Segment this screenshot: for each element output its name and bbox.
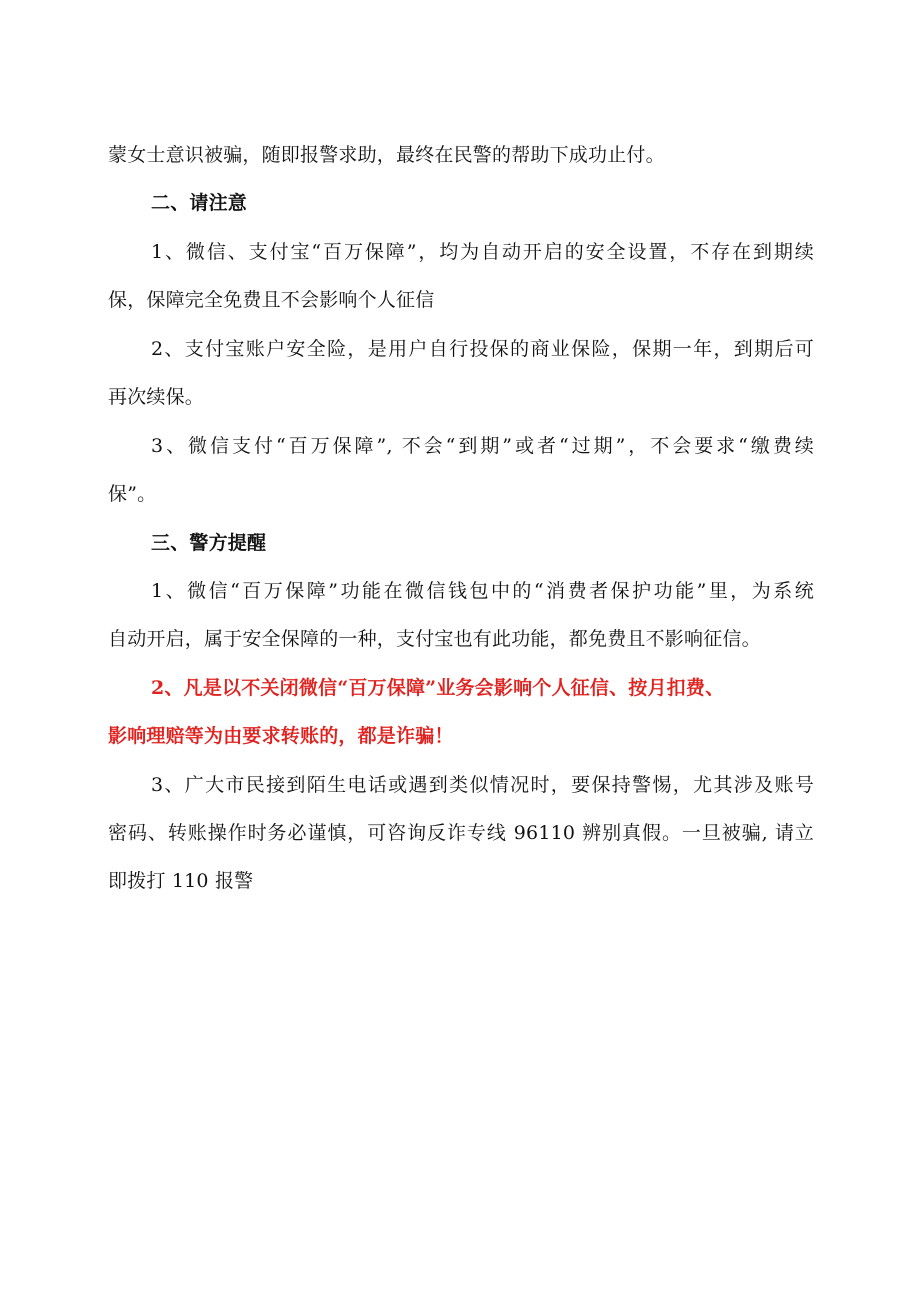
reminder-3-line-3: 即拨打 110 报警 (108, 870, 254, 892)
section-heading-police-reminder: 三、警方提醒 (151, 532, 267, 554)
reminder-3-line-1: 3、广大市民接到陌生电话或遇到类似情况时，要保持警惕，尤其涉及账号 (151, 774, 814, 796)
reminder-1-line-1: 1、微信“百万保障”功能在微信钱包中的“消费者保护功能”里，为系统 (151, 580, 814, 602)
reminder-2-warning-line-1: 2、凡是以不关闭微信“百万保障”业务会影响个人征信、按月扣费、 (151, 677, 725, 699)
note-3-line-1: 3、微信支付“百万保障”, 不会“到期”或者“过期”，不会要求“缴费续 (151, 435, 814, 457)
note-2-line-2: 再次续保。 (108, 386, 205, 408)
reminder-3-line-2: 密码、转账操作时务必谨慎，可咨询反诈专线 96110 辨别真假。一旦被骗, 请立 (108, 822, 814, 844)
section-heading-please-note: 二、请注意 (151, 192, 248, 214)
note-1-line-2: 保，保障完全免费且不会影响个人征信 (108, 289, 435, 311)
note-2-line-1: 2、支付宝账户安全险，是用户自行投保的商业保险，保期一年，到期后可 (151, 338, 814, 360)
note-3-line-2: 保”。 (108, 483, 157, 505)
reminder-1-line-2: 自动开启，属于安全保障的一种，支付宝也有此功能，都免费且不影响征信。 (108, 628, 761, 650)
note-1-line-1: 1、微信、支付宝“百万保障”，均为自动开启的安全设置，不存在到期续 (151, 241, 814, 263)
reminder-2-warning-line-2: 影响理赔等为由要求转账的，都是诈骗！ (108, 725, 454, 747)
paragraph-continuation: 蒙女士意识被骗，随即报警求助，最终在民警的帮助下成功止付。 (108, 144, 665, 166)
